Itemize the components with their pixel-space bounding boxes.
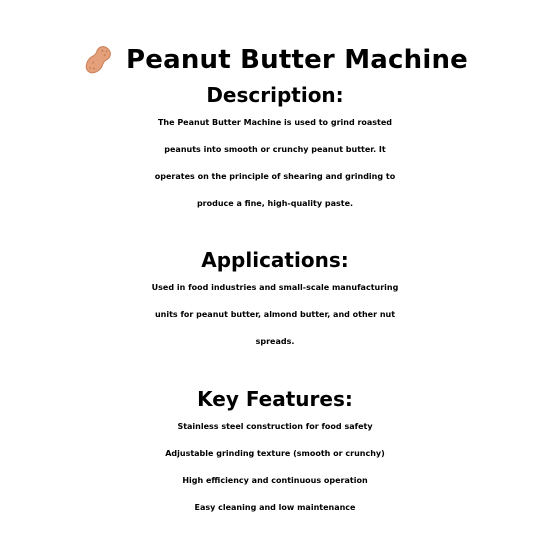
- peanut-icon: [82, 42, 114, 78]
- feature-item: Easy cleaning and low maintenance: [194, 503, 356, 512]
- key-features-list: [0, 413, 550, 521]
- applications-section: [0, 247, 550, 355]
- description-heading: Description:: [206, 83, 344, 107]
- applications-line: Used in food industries and small-scale manufacturing: [151, 283, 399, 292]
- applications-line: spreads.: [255, 337, 295, 346]
- page-title: Peanut Butter Machine: [125, 45, 469, 75]
- applications-line: units for peanut butter, almond butter, and other nut: [154, 310, 396, 319]
- description-line: operates on the principle of shearing and grinding to: [154, 172, 396, 181]
- description-line: The Peanut Butter Machine is used to grind roasted: [157, 118, 393, 127]
- feature-item: High efficiency and continuous operation: [182, 476, 368, 485]
- key-features-heading: Key Features:: [197, 387, 353, 411]
- applications-heading: Applications:: [201, 248, 349, 272]
- description-text: [0, 109, 550, 217]
- feature-item: Adjustable grinding texture (smooth or crunchy): [165, 449, 385, 458]
- description-section: [0, 82, 550, 217]
- feature-item: Stainless steel construction for food safety: [177, 422, 373, 431]
- applications-text: [0, 274, 550, 355]
- description-line: produce a fine, high-quality paste.: [196, 199, 354, 208]
- title-row: [0, 40, 550, 80]
- description-line: peanuts into smooth or crunchy peanut butter. It: [164, 145, 386, 154]
- key-features-section: [0, 386, 550, 521]
